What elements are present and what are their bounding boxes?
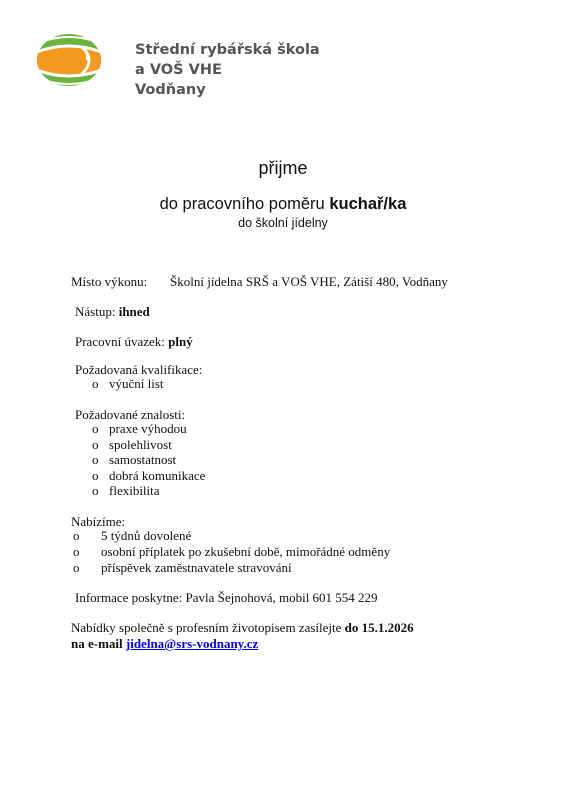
workload-value: plný (168, 334, 193, 349)
qualification-list (92, 376, 164, 392)
list-item-text: spolehlivost (109, 436, 172, 452)
qualification-label: Požadovaná kvalifikace: (75, 362, 203, 377)
application-row (71, 620, 414, 636)
bullet: o (73, 544, 80, 559)
start-value: ihned (118, 304, 150, 319)
list-item (92, 421, 205, 437)
list-item (92, 483, 205, 499)
knowledge-label: Požadované znalosti: (75, 407, 186, 422)
school-name-line3: Vodňany (135, 82, 206, 98)
email-row (71, 636, 258, 652)
offer-list (73, 528, 390, 576)
bullet: o (92, 421, 99, 436)
heading-place: do školní jídelny (238, 216, 328, 230)
list-item-text: osobní příplatek po zkušební době, mimořádné odměny (101, 544, 391, 559)
list-item (92, 452, 205, 468)
list-item-text: dobrá komunikace (109, 467, 206, 483)
list-item (73, 544, 390, 560)
list-item (73, 560, 390, 576)
bullet: o (92, 452, 99, 467)
workload-label: Pracovní úvazek: (75, 334, 169, 349)
location-label: Místo výkonu: (71, 274, 148, 289)
school-name-line1: Střední rybářská škola (135, 42, 320, 58)
bullet: o (92, 483, 99, 498)
offer-label: Nabízíme: (71, 514, 126, 529)
bullet: o (92, 467, 99, 483)
list-item-text: příspěvek zaměstnavatele stravování (101, 560, 292, 575)
bullet: o (73, 560, 80, 575)
list-item (92, 437, 205, 453)
school-name-line2: a VOŠ VHE (135, 62, 222, 78)
list-item (73, 528, 390, 544)
school-logo-icon (36, 33, 102, 87)
position-title: kuchař/ka (329, 195, 407, 213)
list-item-text: 5 týdnů dovolené (101, 528, 192, 543)
list-item-text: praxe výhodou (109, 421, 187, 436)
deadline: do 15.1.2026 (344, 620, 414, 635)
list-item-text: samostatnost (109, 452, 177, 467)
heading-position (0, 195, 566, 214)
application-text: Nabídky společně s profesním životopisem zasílejte (71, 620, 345, 635)
bullet: o (73, 528, 80, 543)
list-item-text: flexibilita (109, 483, 160, 498)
contact-text: Informace poskytne: Pavla Šejnohová, mobil 601 554 229 (75, 590, 378, 605)
list-item (92, 468, 205, 484)
list-item (92, 376, 164, 392)
email-link[interactable]: jidelna@srs-vodnany.cz (125, 636, 259, 651)
school-name (135, 40, 320, 100)
workload-row (75, 334, 193, 350)
list-item-text: výuční list (109, 376, 164, 391)
start-row (75, 304, 150, 320)
heading-accepts: přijme (258, 158, 308, 178)
location-value: Školní jídelna SRŠ a VOŠ VHE, Zátiší 480, Vodňany (170, 274, 448, 289)
bullet: o (92, 376, 99, 391)
start-label: Nástup: (75, 304, 119, 319)
bullet: o (92, 436, 99, 452)
knowledge-list (92, 421, 205, 499)
email-prefix: na e-mail (71, 636, 126, 651)
position-prefix: do pracovního poměru (159, 195, 330, 213)
